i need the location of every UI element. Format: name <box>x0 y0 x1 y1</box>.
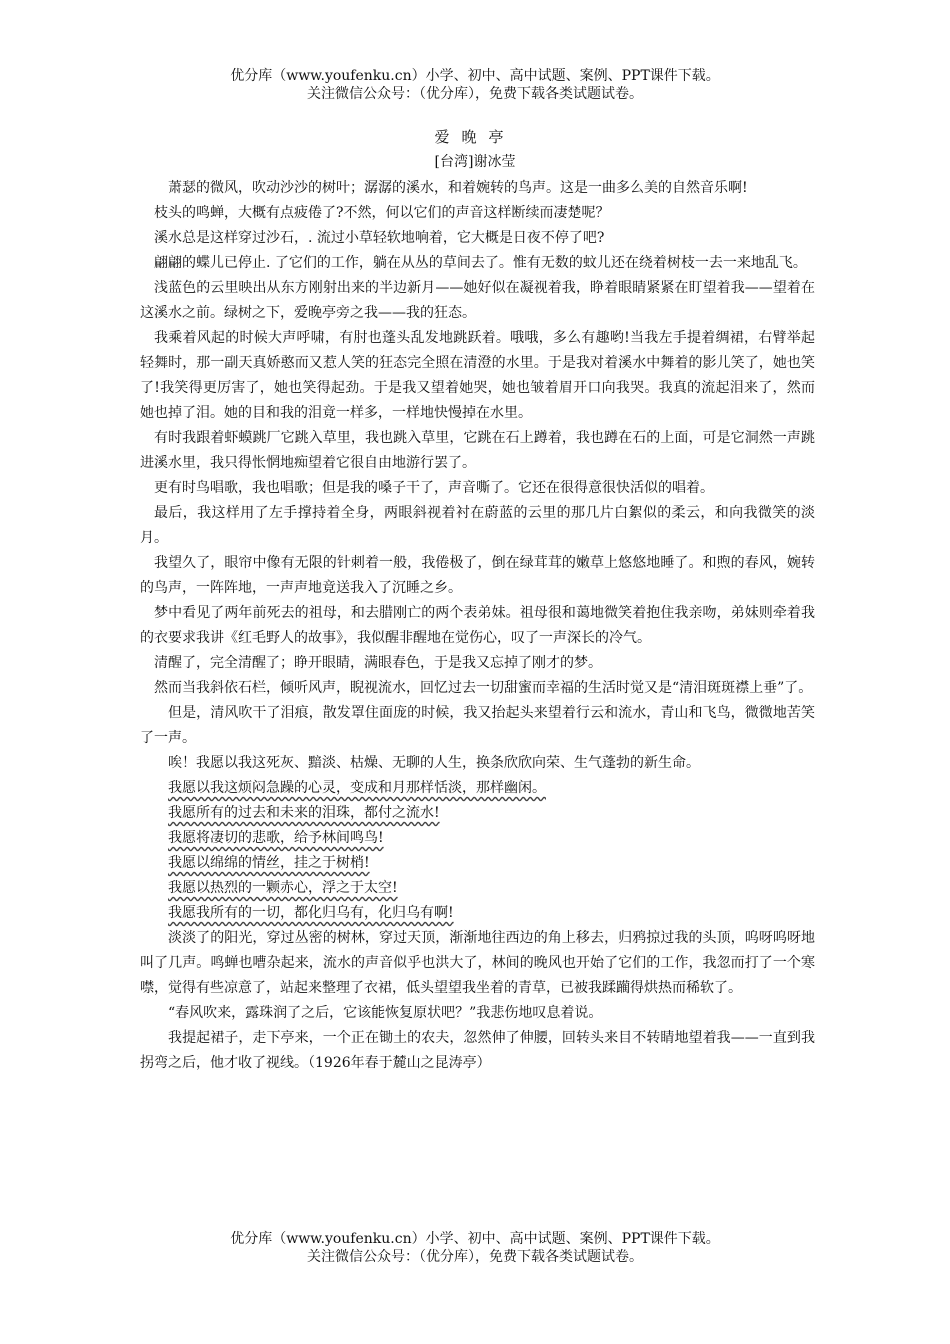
paragraph: 溪水总是这样穿过沙石，. 流过小草轻软地响着，它大概是日夜不停了吧? <box>154 230 605 246</box>
paragraph: 梦中看见了两年前死去的祖母，和去腊刚亡的两个表弟妹。祖母很和蔼地微笑着抱住我亲吻，弟妹则牵着我的衣要求我讲《红毛野人的故事》，我似醒非醒地在觉伤心，叹了一声深长的冷气。 <box>140 605 815 646</box>
page-footer <box>0 1230 950 1266</box>
article-body <box>140 176 815 1076</box>
paragraph: 最后，我这样用了左手撑持着全身，两眼斜视着衬在蔚蓝的云里的那几片白絮似的柔云，和向我微笑的淡月。 <box>140 505 815 546</box>
paragraph: 我提起裙子，走下亭来，一个正在锄土的农夫，忽然伸了伸腰，回转头来目不转睛地望着我——一直到我拐弯之后，他才收了视线。（1926年春于麓山之昆涛亭） <box>140 1030 815 1071</box>
paragraph: “春风吹来，露珠润了之后，它该能恢复原状吧？”我悲伤地叹息着说。 <box>168 1005 603 1021</box>
header-line-1: 优分库（www.youfenku.cn）小学、初中、高中试题、案例、PPT课件下载。 <box>230 68 720 84</box>
underlined-text: 我愿所有的过去和未来的泪珠，都付之流水! <box>168 805 440 821</box>
paragraph: 但是，清风吹干了泪痕，散发罩住面庞的时候，我又抬起头来望着行云和流水，青山和飞鸟，微微地苦笑了一声。 <box>140 705 815 746</box>
underlined-text: 我愿我所有的一切，都化归乌有，化归乌有啊! <box>168 905 454 921</box>
underlined-text: 我愿将凄切的悲歌，给予林间鸣鸟! <box>168 830 384 846</box>
header-line-2: 关注微信公众号：（优分库），免费下载各类试题试卷。 <box>307 86 643 102</box>
underlined-line <box>140 851 815 876</box>
paragraph: 唉！我愿以我这死灰、黯淡、枯燥、无聊的人生，换条欣欣向荣、生气蓬勃的新生命。 <box>168 755 700 771</box>
footer-line-2: 关注微信公众号：（优分库），免费下载各类试题试卷。 <box>307 1249 643 1265</box>
paragraph: 清醒了，完全清醒了；睁开眼睛，满眼春色，于是我又忘掉了刚才的梦。 <box>154 655 602 671</box>
page-header <box>0 67 950 103</box>
underlined-text: 我愿以热烈的一颗赤心，浮之于太空! <box>168 880 398 896</box>
underlined-line <box>140 801 815 826</box>
underlined-line <box>140 776 815 801</box>
paragraph: 我乘着风起的时候大声呼啸，有肘也蓬头乱发地跳跃着。哦哦，多么有趣哟!当我左手提着绸裙，右臂举起轻舞时，那一副天真娇憨而又惹人笑的狂态完全照在清澄的水里。于是我对着溪水中舞着的影儿笑了，她也笑了!我笑得更厉害了，她也笑得起劲。于是我又望着她哭，她也皱着眉开口向我哭。我真的流起泪来了，然而她也掉了泪。她的目和我的泪竟一样多，一样地快慢掉在水里。 <box>140 330 815 421</box>
underlined-line <box>140 876 815 901</box>
paragraph: 淡淡了的阳光，穿过丛密的树林，穿过天顶，渐渐地往西边的角上移去，归鸦掠过我的头顶，呜呀呜呀地叫了几声。鸣蝉也嘈杂起来，流水的声音似乎也洪大了，林间的晚风也开始了它们的工作，我忽而打了一个寒噤，觉得有些凉意了，站起来整理了衣裙，低头望望我坐着的青草，已被我蹂躏得烘热而稀软了。 <box>140 930 815 996</box>
paragraph: 我望久了，眼帘中像有无限的针刺着一般，我倦极了，倒在绿茸茸的嫩草上悠悠地睡了。和煦的春风，婉转的鸟声，一阵阵地，一声声地竟送我入了沉睡之乡。 <box>140 555 815 596</box>
underlined-line <box>140 826 815 851</box>
paragraph: 浅蓝色的云里映出从东方刚射出来的半边新月——她好似在凝视着我，睁着眼睛紧紧在盯望着我——望着在这溪水之前。绿树之下，爱晚亭旁之我——我的狂态。 <box>140 280 815 321</box>
paragraph: 有时我跟着虾蟆跳厂它跳入草里，我也跳入草里，它跳在石上蹲着，我也蹲在石的上面，可是它洞然一声跳进溪水里，我只得怅惘地痴望着它很自由地游行罢了。 <box>140 430 815 471</box>
paragraph: 翩翩的蝶儿已停止. 了它们的工作，躺在从丛的草间去了。惟有无数的蚊儿还在绕着树枝一去一来地乱飞。 <box>154 255 807 271</box>
article-title: 爱晚亭 <box>434 128 516 146</box>
article-author: [台湾]谢冰莹 <box>434 154 516 170</box>
paragraph: 更有时鸟唱歌，我也唱歌；但是我的嗓子干了，声音嘶了。它还在很得意很快活似的唱着。 <box>154 480 714 496</box>
underlined-text: 我愿以我这烦闷急躁的心灵，变成和月那样恬淡，那样幽闲。 <box>168 780 546 796</box>
paragraph: 然而当我斜依石栏，倾听风声，睨视流水，回忆过去一切甜蜜而幸福的生活时觉又是“清泪斑斑襟上垂”了。 <box>154 680 813 696</box>
footer-line-1: 优分库（www.youfenku.cn）小学、初中、高中试题、案例、PPT课件下载。 <box>230 1231 720 1247</box>
paragraph: 萧瑟的微风，吹动沙沙的树叶；潺潺的溪水，和着婉转的鸟声。这是一曲多么美的自然音乐啊! <box>168 180 748 196</box>
underlined-line <box>140 901 815 926</box>
paragraph: 枝头的鸣蝉，大概有点疲倦了?不然，何以它们的声音这样断续而凄楚呢？ <box>154 205 610 221</box>
underlined-text: 我愿以绵绵的情丝，挂之于树梢! <box>168 855 370 871</box>
